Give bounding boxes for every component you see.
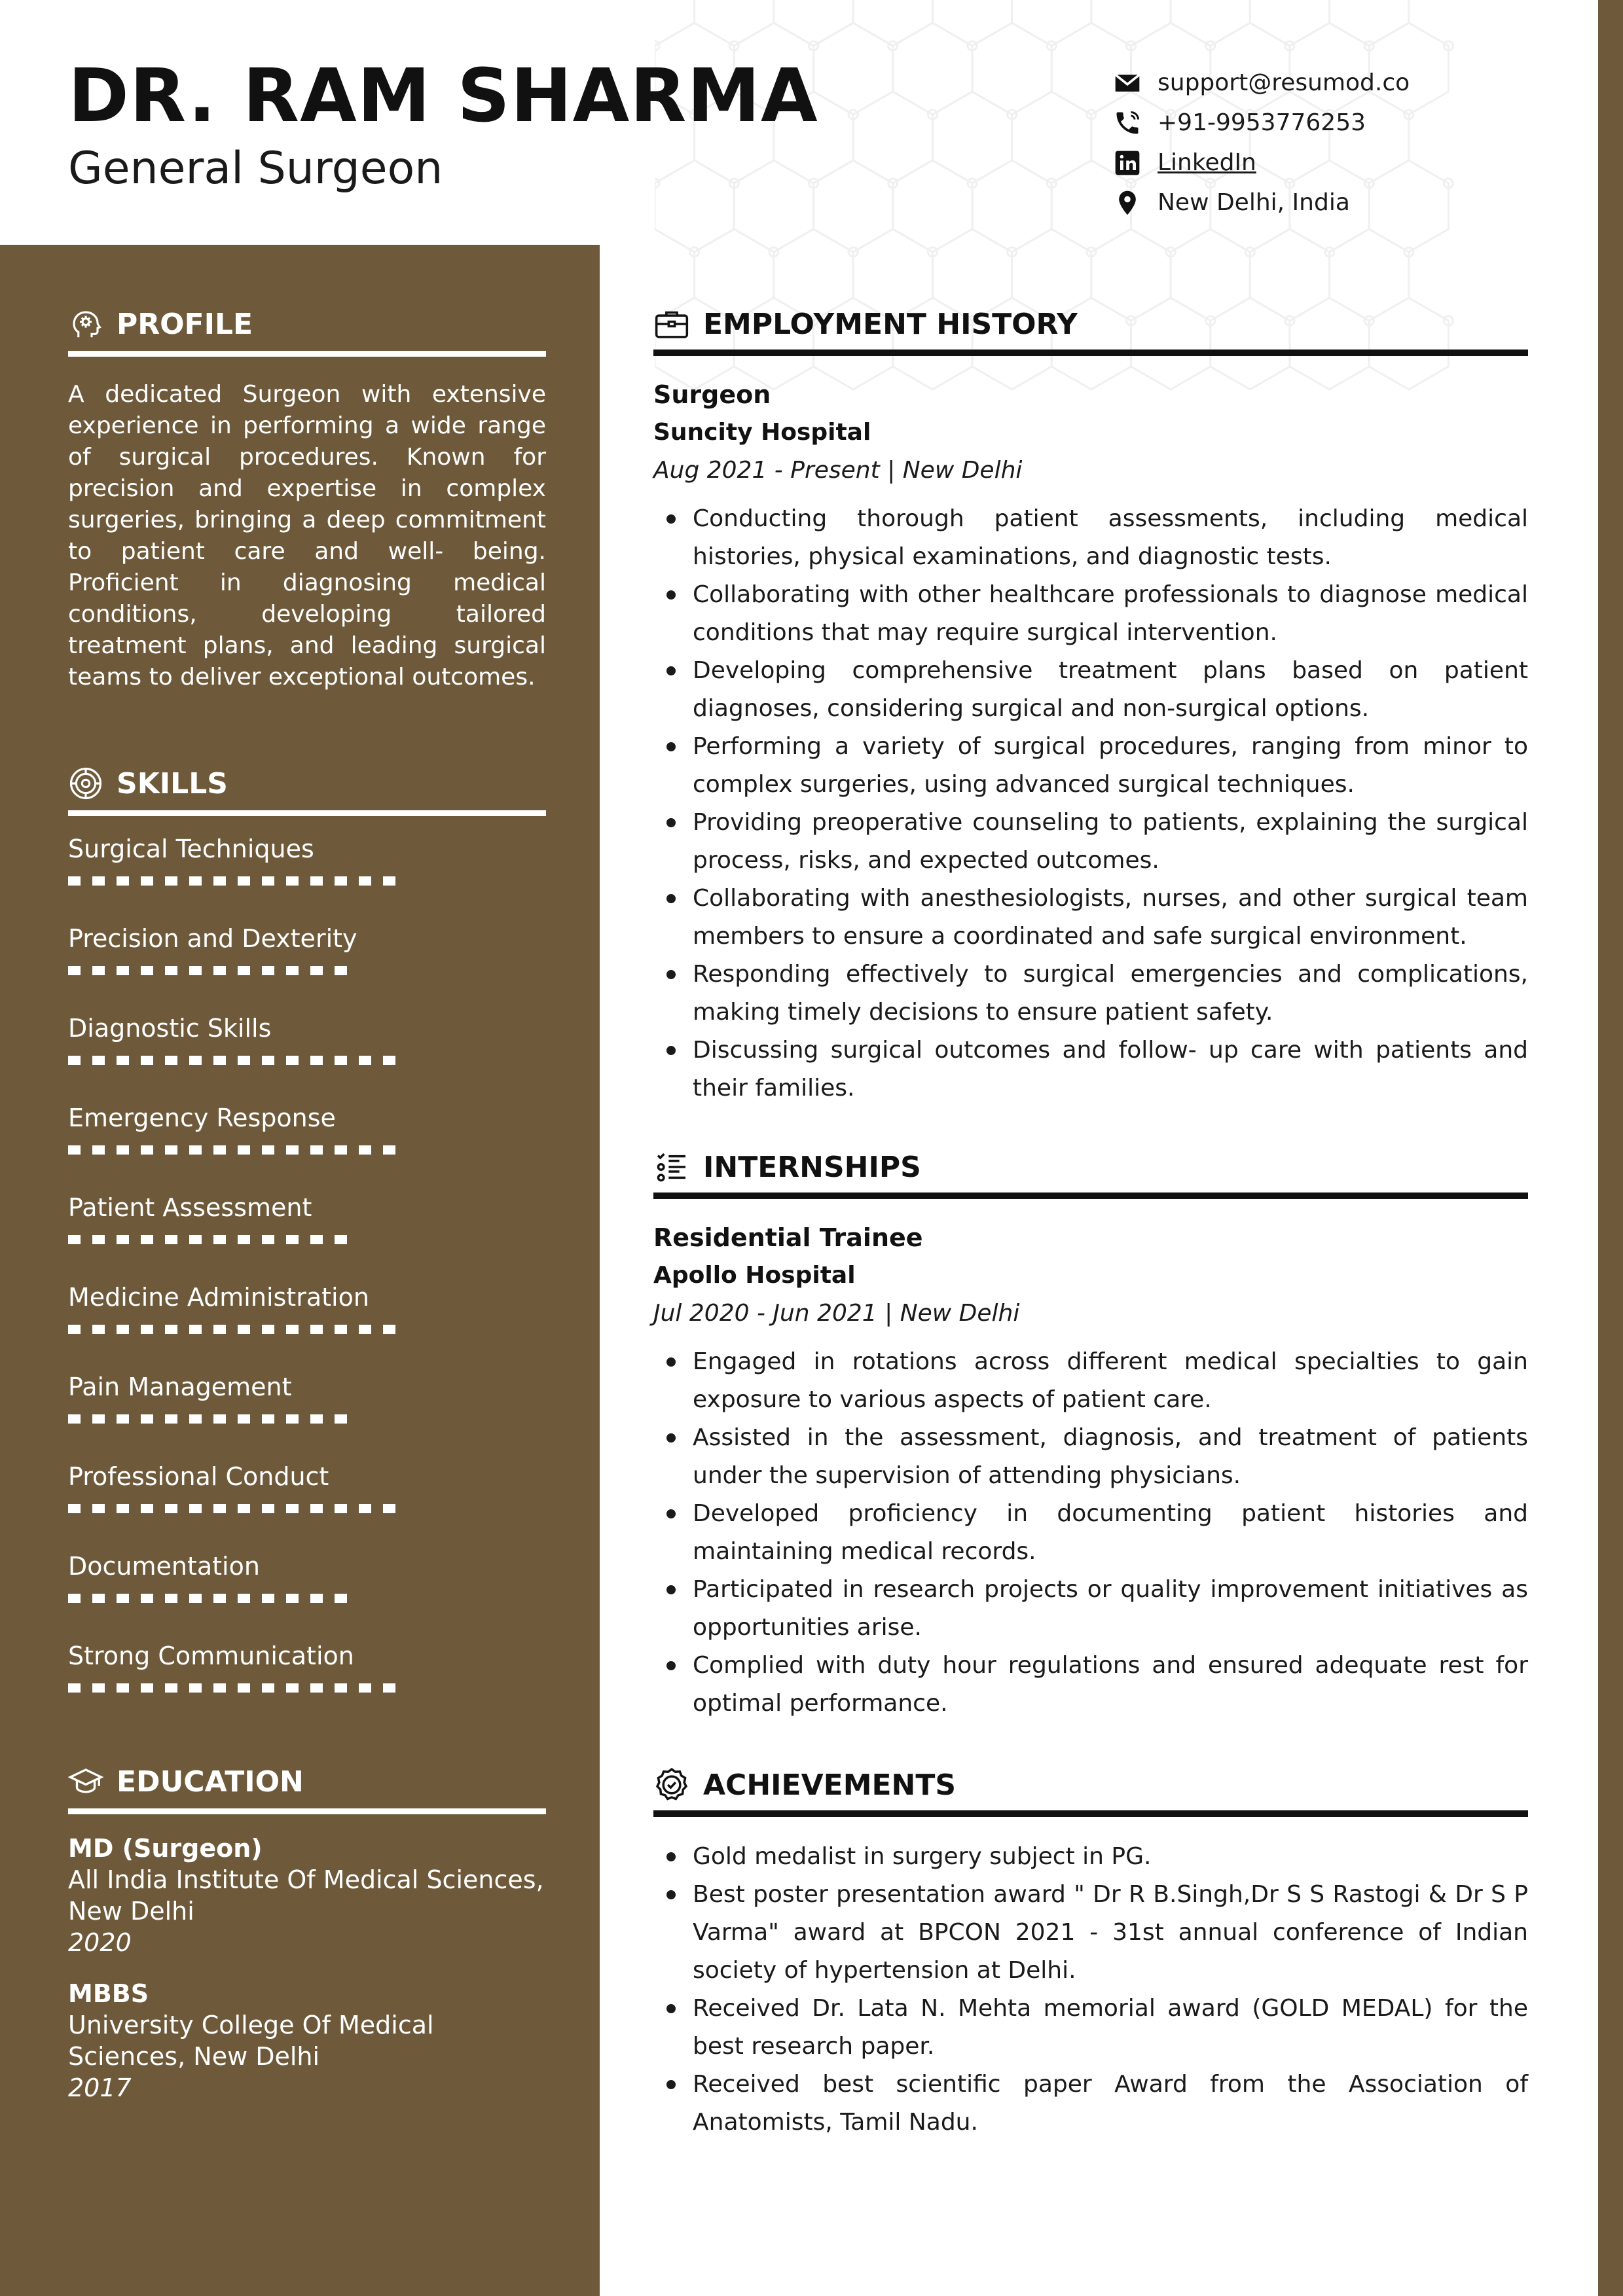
hexagon-shape <box>774 0 853 46</box>
skill-level-dot <box>189 1056 202 1065</box>
skills-section <box>68 761 546 1715</box>
skill-level-dot <box>335 1056 347 1065</box>
skill-level-dot <box>310 1594 323 1603</box>
skill-level-dot <box>238 1056 250 1065</box>
internships-heading <box>653 1144 1528 1190</box>
bullet-item: Complied with duty hour regulations and ensured adequate rest for optimal performance. <box>653 1647 1528 1723</box>
skill-level-dot <box>165 1504 177 1513</box>
skill-level-dot <box>262 1683 274 1693</box>
skill-level-dot <box>165 1683 177 1693</box>
skill-level-dot <box>213 1683 226 1693</box>
bullet-item: Developing comprehensive treatment plans based on patient diagnoses, considering surgical and non-surgical options. <box>653 652 1528 728</box>
skill-level-dot <box>189 1504 202 1513</box>
skill-level-dot <box>189 1594 202 1603</box>
skill-level-dot <box>189 1235 202 1244</box>
skill-level-dot <box>141 1683 153 1693</box>
skill-name: Pain Management <box>68 1372 292 1401</box>
skill-level-dot <box>238 1325 250 1334</box>
bullet-item: Best poster presentation award " Dr R B.Singh,Dr S S Rastogi & Dr S P Varma" award at BPCON 2021 - 31st annual conference of Indian society of hypertension at Delhi. <box>653 1876 1528 1990</box>
skill-level-dot <box>262 1325 274 1334</box>
skill-level-dot <box>310 1145 323 1155</box>
skill-level-dot <box>359 1504 371 1513</box>
skill-item <box>68 1536 546 1626</box>
skill-level-dot <box>262 1235 274 1244</box>
skill-level-dot <box>310 876 323 886</box>
skill-item <box>68 819 546 908</box>
linkedin-icon <box>1113 149 1142 177</box>
phone-icon <box>1113 109 1142 137</box>
graduation-cap-icon <box>68 1764 103 1799</box>
award-badge-icon <box>653 1767 690 1803</box>
skill-level-dot <box>262 1056 274 1065</box>
skill-level-dot <box>92 1683 105 1693</box>
contact-linkedin[interactable] <box>1113 143 1506 183</box>
skill-level-dot <box>189 966 202 975</box>
skill-item <box>68 1446 546 1536</box>
skill-level-dot <box>238 1235 250 1244</box>
skill-level-dot <box>68 1145 81 1155</box>
skill-level-dot <box>68 1056 81 1065</box>
bullet-item: Assisted in the assessment, diagnosis, and treatment of patients under the supervision of attending physicians. <box>653 1419 1528 1495</box>
skill-level-bar <box>68 1325 407 1334</box>
achievements-section <box>653 1762 1528 2142</box>
skill-level-dot <box>238 1504 250 1513</box>
bullet-item: Conducting thorough patient assessments, including medical histories, physical examinations, and diagnostic tests. <box>653 500 1528 576</box>
skill-item <box>68 1357 546 1446</box>
skill-level-dot <box>383 876 395 886</box>
skill-level-dot <box>286 1504 299 1513</box>
skill-level-bar <box>68 1145 407 1155</box>
profile-section <box>68 301 546 693</box>
skill-item <box>68 998 546 1088</box>
skill-level-dot <box>117 966 129 975</box>
skill-level-dot <box>165 1325 177 1334</box>
skill-level-dot <box>141 966 153 975</box>
internship-dates-location: Jul 2020 - Jun 2021 | New Delhi <box>653 1300 1020 1327</box>
skills-divider <box>68 810 546 816</box>
achievement-bullets <box>653 1838 1528 2142</box>
skill-level-dot <box>335 876 347 886</box>
hexagon-shape <box>932 92 1012 183</box>
hexagon-shape <box>814 23 893 115</box>
skill-level-dot <box>117 1325 129 1334</box>
contact-phone[interactable] <box>1113 103 1506 143</box>
skill-level-dot <box>335 1145 347 1155</box>
skill-level-dot <box>141 1504 153 1513</box>
hexagon-shape <box>1171 0 1250 46</box>
skill-level-dot <box>335 966 347 975</box>
head-idea-icon <box>68 306 103 342</box>
skill-level-dot <box>238 1683 250 1693</box>
contact-block <box>1113 63 1506 223</box>
skill-level-bar <box>68 1056 407 1065</box>
skill-item <box>68 1626 546 1715</box>
internship-title: Residential Trainee <box>653 1223 923 1252</box>
skill-level-bar <box>68 966 359 975</box>
checklist-icon <box>653 1149 690 1185</box>
skill-level-dot <box>165 966 177 975</box>
skill-level-dot <box>286 966 299 975</box>
skill-item <box>68 908 546 998</box>
hexagon-shape <box>1012 0 1091 46</box>
skill-level-dot <box>335 1594 347 1603</box>
skill-level-dot <box>383 1504 395 1513</box>
job-title: Surgeon <box>653 380 771 409</box>
skill-level-dot <box>213 1414 226 1424</box>
education-year: 2020 <box>68 1928 132 1957</box>
hexagon-shape <box>932 0 1012 46</box>
skill-level-dot <box>117 1056 129 1065</box>
skill-level-dot <box>310 966 323 975</box>
skill-level-dot <box>68 1235 81 1244</box>
skill-level-dot <box>68 876 81 886</box>
bullet-item: Collaborating with other healthcare professionals to diagnose medical conditions that may require surgical intervention. <box>653 576 1528 652</box>
skill-level-dot <box>117 1683 129 1693</box>
skill-level-dot <box>165 1594 177 1603</box>
skill-name: Surgical Techniques <box>68 834 314 863</box>
bullet-item: Engaged in rotations across different medical specialties to gain exposure to various aspects of patient care. <box>653 1343 1528 1419</box>
candidate-title: General Surgeon <box>68 143 443 194</box>
employment-bullets <box>653 500 1528 1107</box>
contact-email[interactable] <box>1113 63 1506 103</box>
employment-heading <box>653 301 1528 347</box>
bullet-item: Collaborating with anesthesiologists, nurses, and other surgical team members to ensure a coordinated and safe surgical environment. <box>653 880 1528 956</box>
skill-level-dot <box>141 1056 153 1065</box>
skill-level-dot <box>359 1145 371 1155</box>
profile-divider <box>68 351 546 357</box>
bullet-item: Developed proficiency in documenting patient histories and maintaining medical records. <box>653 1495 1528 1571</box>
skill-name: Strong Communication <box>68 1641 354 1670</box>
achievements-heading <box>653 1762 1528 1808</box>
education-item <box>68 1978 546 2104</box>
skill-name: Professional Conduct <box>68 1462 329 1491</box>
skill-level-dot <box>262 1414 274 1424</box>
skill-level-dot <box>383 1056 395 1065</box>
hexagon-shape <box>1330 0 1409 46</box>
hexagon-shape <box>853 0 932 46</box>
skill-item <box>68 1267 546 1357</box>
mail-icon <box>1113 69 1142 98</box>
skill-level-dot <box>286 1056 299 1065</box>
skill-level-dot <box>359 876 371 886</box>
hexagon-shape <box>814 160 893 252</box>
skill-level-dot <box>92 1325 105 1334</box>
skill-level-bar <box>68 876 407 886</box>
skill-level-dot <box>359 1683 371 1693</box>
contact-location <box>1113 183 1506 223</box>
skill-level-dot <box>92 1145 105 1155</box>
hexagon-shape <box>1012 92 1091 183</box>
skill-level-dot <box>165 876 177 886</box>
profile-summary: A dedicated Surgeon with extensive experience in performing a wide range of surgical procedures. Known for precision and expertise in complex surgeries, bringing a deep commitment to patient care and well- being. Proficient in diagnosing medical conditions, developing tailored treatment plans, and leading surgical teams to deliver exceptional outcomes. <box>68 381 546 691</box>
skill-level-dot <box>141 1145 153 1155</box>
skills-list <box>68 819 546 1715</box>
skill-level-dot <box>213 876 226 886</box>
skill-level-dot <box>92 1594 105 1603</box>
profile-heading-text: PROFILE <box>117 307 253 341</box>
skill-level-dot <box>141 1594 153 1603</box>
hexagon-shape <box>734 160 813 252</box>
right-accent-strip <box>1598 0 1623 2296</box>
employment-divider <box>653 350 1528 356</box>
bullet-item: Performing a variety of surgical procedures, ranging from minor to complex surgeries, using advanced surgical techniques. <box>653 728 1528 804</box>
skills-heading-text: SKILLS <box>117 766 228 800</box>
achievements-divider <box>653 1810 1528 1817</box>
skill-level-bar <box>68 1414 359 1424</box>
skill-level-dot <box>286 1235 299 1244</box>
skill-level-dot <box>286 1414 299 1424</box>
skill-name: Documentation <box>68 1552 260 1581</box>
education-item <box>68 1833 546 1958</box>
skill-level-dot <box>92 966 105 975</box>
location-text: New Delhi, India <box>1158 189 1350 216</box>
bullet-item: Received Dr. Lata N. Mehta memorial award (GOLD MEDAL) for the best research paper. <box>653 1990 1528 2066</box>
hexagon-shape <box>1091 0 1171 46</box>
skill-level-dot <box>286 876 299 886</box>
skill-level-dot <box>189 1325 202 1334</box>
bullet-item: Discussing surgical outcomes and follow- up care with patients and their families. <box>653 1031 1528 1107</box>
briefcase-icon <box>653 306 690 342</box>
education-degree: MBBS <box>68 1979 149 2008</box>
skill-level-dot <box>238 966 250 975</box>
skill-level-dot <box>117 1414 129 1424</box>
skill-level-bar <box>68 1683 407 1693</box>
skill-level-dot <box>92 1414 105 1424</box>
skill-level-dot <box>310 1325 323 1334</box>
skill-level-dot <box>92 1056 105 1065</box>
skill-level-dot <box>189 876 202 886</box>
achievements-heading-text: ACHIEVEMENTS <box>703 1768 957 1802</box>
skill-level-dot <box>238 1594 250 1603</box>
skill-level-bar <box>68 1504 407 1513</box>
skill-name: Precision and Dexterity <box>68 924 357 953</box>
skill-level-dot <box>117 1145 129 1155</box>
skill-level-dot <box>165 1235 177 1244</box>
skill-level-dot <box>213 1325 226 1334</box>
job-organization: Suncity Hospital <box>653 419 871 446</box>
internships-heading-text: INTERNSHIPS <box>703 1150 921 1184</box>
hexagon-shape <box>655 0 695 46</box>
hexagon-shape <box>695 0 774 46</box>
skill-level-dot <box>68 966 81 975</box>
skill-level-dot <box>213 1594 226 1603</box>
skill-level-dot <box>117 876 129 886</box>
education-list <box>68 1833 546 2104</box>
hexagon-shape <box>655 160 734 252</box>
education-heading-text: EDUCATION <box>117 1765 304 1799</box>
skill-level-dot <box>310 1235 323 1244</box>
bullet-item: Providing preoperative counseling to patients, explaining the surgical process, risks, and expected outcomes. <box>653 804 1528 880</box>
skill-level-dot <box>310 1683 323 1693</box>
skill-level-dot <box>335 1683 347 1693</box>
skill-level-bar <box>68 1594 359 1603</box>
skill-level-dot <box>68 1683 81 1693</box>
education-divider <box>68 1808 546 1814</box>
skill-level-dot <box>286 1594 299 1603</box>
skill-level-dot <box>383 1683 395 1693</box>
skill-level-dot <box>383 1145 395 1155</box>
education-year: 2017 <box>68 2073 132 2102</box>
skill-level-dot <box>92 1504 105 1513</box>
skill-level-dot <box>165 1414 177 1424</box>
skill-level-dot <box>238 876 250 886</box>
skill-level-dot <box>310 1414 323 1424</box>
skill-item <box>68 1177 546 1267</box>
skill-level-dot <box>335 1414 347 1424</box>
skill-level-dot <box>238 1145 250 1155</box>
skill-level-dot <box>262 876 274 886</box>
employment-section <box>653 301 1528 1107</box>
job-dates-location: Aug 2021 - Present | New Delhi <box>653 457 1023 484</box>
profile-heading <box>68 301 546 347</box>
skill-level-dot <box>335 1325 347 1334</box>
education-heading <box>68 1759 546 1804</box>
skill-level-dot <box>189 1683 202 1693</box>
hexagon-shape <box>972 160 1051 252</box>
skill-level-dot <box>383 1325 395 1334</box>
internships-divider <box>653 1193 1528 1199</box>
employment-heading-text: EMPLOYMENT HISTORY <box>703 307 1078 341</box>
linkedin-link[interactable]: LinkedIn <box>1158 149 1256 176</box>
skill-level-bar <box>68 1235 359 1244</box>
skill-level-dot <box>117 1504 129 1513</box>
skill-level-dot <box>213 1056 226 1065</box>
skill-level-dot <box>189 1414 202 1424</box>
skill-level-dot <box>238 1414 250 1424</box>
internships-section <box>653 1144 1528 1723</box>
skill-level-dot <box>213 1145 226 1155</box>
skill-level-dot <box>165 1145 177 1155</box>
skill-level-dot <box>141 1325 153 1334</box>
skill-level-dot <box>262 1504 274 1513</box>
skill-level-dot <box>262 1594 274 1603</box>
skill-level-dot <box>213 966 226 975</box>
education-school: University College Of Medical Sciences, New Delhi <box>68 2011 434 2071</box>
skill-level-dot <box>141 1414 153 1424</box>
hexagon-shape <box>853 92 932 183</box>
candidate-name: DR. RAM SHARMA <box>68 54 818 139</box>
bullet-item: Gold medalist in surgery subject in PG. <box>653 1838 1528 1876</box>
skill-level-dot <box>335 1504 347 1513</box>
skill-level-dot <box>286 1683 299 1693</box>
hexagon-shape <box>893 23 972 115</box>
bullet-item: Received best scientific paper Award from the Association of Anatomists, Tamil Nadu. <box>653 2066 1528 2142</box>
skill-level-dot <box>310 1056 323 1065</box>
skill-level-dot <box>262 966 274 975</box>
hexagon-shape <box>893 160 972 252</box>
bullet-item: Responding effectively to surgical emergencies and complications, making timely decisions to ensure patient safety. <box>653 956 1528 1031</box>
phone-text: +91-9953776253 <box>1158 109 1366 136</box>
hexagon-shape <box>972 23 1051 115</box>
skill-name: Medicine Administration <box>68 1283 369 1312</box>
skill-name: Patient Assessment <box>68 1193 312 1222</box>
skill-level-dot <box>141 876 153 886</box>
skill-name: Emergency Response <box>68 1103 336 1132</box>
skill-name: Diagnostic Skills <box>68 1014 272 1043</box>
skill-level-dot <box>286 1145 299 1155</box>
skill-level-dot <box>68 1504 81 1513</box>
skills-heading <box>68 761 546 806</box>
skill-level-dot <box>213 1504 226 1513</box>
skill-level-dot <box>68 1325 81 1334</box>
skill-level-dot <box>286 1325 299 1334</box>
skill-level-dot <box>117 1235 129 1244</box>
bullet-item: Participated in research projects or quality improvement initiatives as opportunities arise. <box>653 1571 1528 1647</box>
skill-level-dot <box>213 1235 226 1244</box>
email-text: support@resumod.co <box>1158 69 1410 96</box>
skill-level-dot <box>359 1056 371 1065</box>
skill-level-dot <box>310 1504 323 1513</box>
skill-level-dot <box>359 1325 371 1334</box>
skill-level-dot <box>262 1145 274 1155</box>
skill-level-dot <box>68 1594 81 1603</box>
gear-badge-icon <box>68 766 103 801</box>
internship-bullets <box>653 1343 1528 1723</box>
skill-level-dot <box>141 1235 153 1244</box>
skill-level-dot <box>335 1235 347 1244</box>
skill-level-dot <box>68 1414 81 1424</box>
skill-item <box>68 1088 546 1177</box>
location-pin-icon <box>1113 188 1142 217</box>
education-school: All India Institute Of Medical Sciences, New Delhi <box>68 1865 544 1926</box>
skill-level-dot <box>92 876 105 886</box>
education-degree: MD (Surgeon) <box>68 1834 263 1863</box>
skill-level-dot <box>189 1145 202 1155</box>
education-section <box>68 1759 546 2123</box>
skill-level-dot <box>92 1235 105 1244</box>
skill-level-dot <box>165 1056 177 1065</box>
hexagon-shape <box>1250 0 1329 46</box>
internship-organization: Apollo Hospital <box>653 1262 856 1289</box>
skill-level-dot <box>117 1594 129 1603</box>
